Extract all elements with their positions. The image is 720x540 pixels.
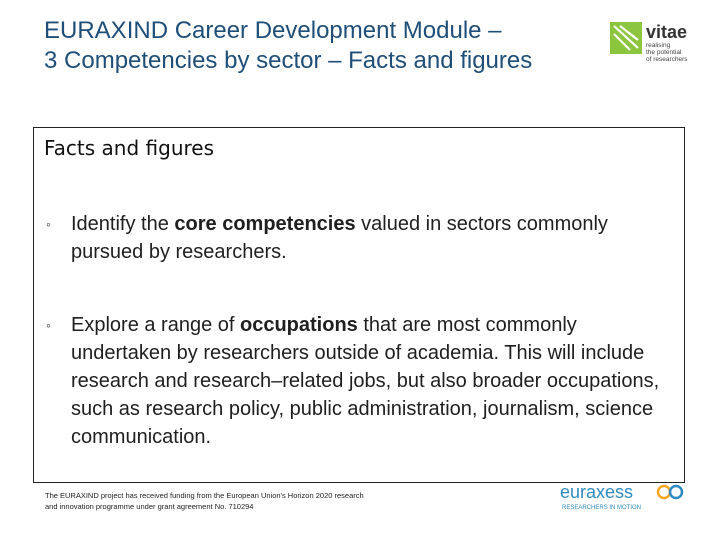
vitae-logo-tagline-2: the potential xyxy=(646,49,682,56)
funding-footer xyxy=(45,490,445,512)
box-heading: Facts and figures xyxy=(44,136,214,160)
bullet-circle-icon: ◦ xyxy=(46,216,51,232)
bullet-text: Explore a range of occupations that are most commonly undertaken by researchers outside of academia. This will include research and research–related jobs, but also broader occupations, such as research policy, public administration, journalism, science communication. xyxy=(71,314,660,448)
vitae-logo xyxy=(610,18,710,80)
slide-title-line-1: EURAXIND Career Development Module – xyxy=(44,17,502,44)
vitae-logo-tagline-3: of researchers xyxy=(646,56,688,63)
funding-footer-line-1: The EURAXIND project has received funding from the European Union's Horizon 2020 research xyxy=(45,491,364,500)
content-box xyxy=(33,127,685,483)
bullet-circle-icon: ◦ xyxy=(46,317,51,333)
bullet-item xyxy=(46,210,674,266)
slide-title xyxy=(44,16,634,76)
euraxess-logo-tagline: RESEARCHERS IN MOTION xyxy=(562,505,642,511)
vitae-logo-tagline-1: realising xyxy=(646,42,671,49)
slide-title-line-2: 3 Competencies by sector – Facts and figures xyxy=(44,47,533,74)
euraxess-logo-ring-orange xyxy=(658,486,670,498)
bullet-item xyxy=(46,311,674,451)
funding-footer-line-2: and innovation programme under grant agreement No. 710294 xyxy=(45,502,254,511)
euraxess-logo-ring-blue xyxy=(670,486,682,498)
bullet-text: Identify the core competencies valued in sectors commonly pursued by researchers. xyxy=(71,213,608,263)
euraxess-logo-wordmark: euraxess xyxy=(560,482,634,502)
euraxess-logo xyxy=(560,481,692,513)
vitae-logo-wordmark: vitae xyxy=(646,22,688,42)
